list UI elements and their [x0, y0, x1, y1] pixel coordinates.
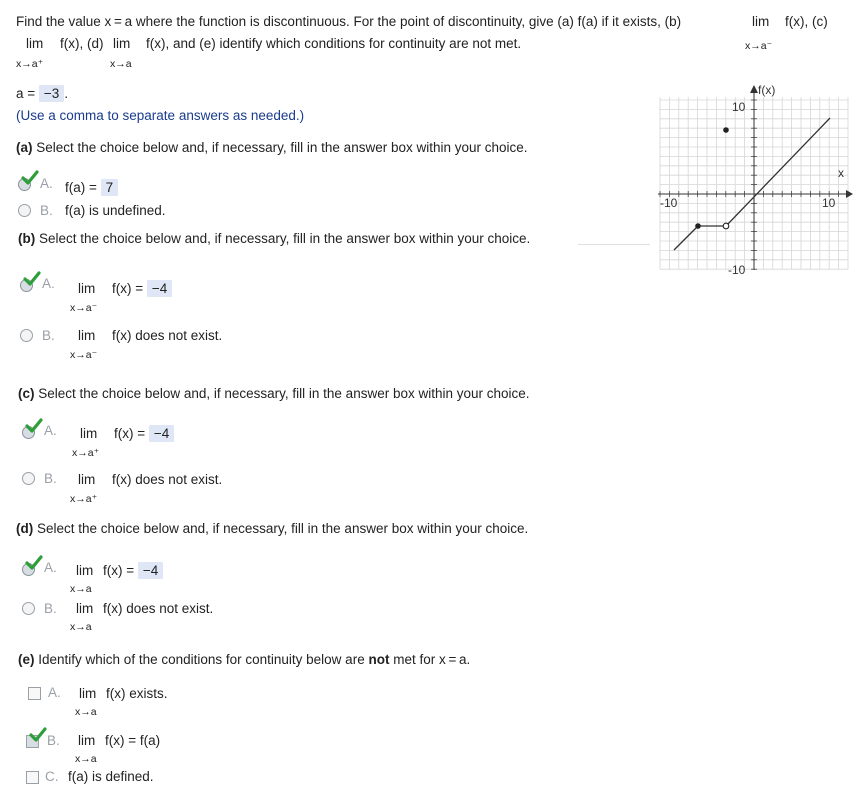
part-b-label: (b) [18, 231, 36, 246]
divider [578, 244, 650, 245]
part-e-prompt-start: Identify which of the conditions for continuity below are [38, 652, 365, 667]
part-d-option-b-text: f(x) does not exist. [103, 601, 214, 616]
part-c-option-a-text: f(x) = [114, 426, 146, 441]
check-icon [25, 418, 43, 434]
check-icon [29, 727, 47, 743]
part-b-option-b-lim: lim [78, 328, 96, 343]
part-d-option-b-sub: x→a [70, 621, 92, 633]
part-e-prompt-end: met for x = a. [393, 652, 471, 667]
graph-segment-right [726, 118, 830, 226]
graph-segment-left [674, 226, 698, 250]
part-e-option-a-lim: lim [79, 686, 97, 701]
a-value-period: . [64, 86, 69, 101]
isolated-point [723, 127, 729, 133]
part-b-option-a [112, 281, 172, 296]
instructions-lim-c: lim [26, 36, 44, 51]
part-c-option-b-letter: B. [44, 471, 57, 486]
part-b-option-b-radio[interactable] [20, 329, 33, 342]
part-b-option-b-sub: x→a⁻ [70, 349, 98, 361]
part-d-option-a-text: f(x) = [103, 563, 135, 578]
instructions-lim-b: lim [752, 14, 770, 29]
part-a-option-a-text: f(a) = [65, 180, 97, 195]
part-b-option-b-letter: B. [42, 328, 55, 343]
part-d-option-b-letter: B. [44, 601, 57, 616]
part-e-option-a-letter: A. [48, 685, 61, 700]
part-d-option-a-answer[interactable]: −4 [138, 562, 163, 579]
check-icon [23, 271, 41, 287]
part-a-option-b-radio[interactable] [18, 204, 31, 217]
y-axis-label: f(x) [758, 83, 776, 97]
open-point [723, 223, 729, 229]
x-axis-label: x [838, 166, 844, 180]
part-c-option-a-answer[interactable]: −4 [149, 425, 174, 442]
a-value-row [16, 86, 68, 101]
y-tick-neg-label: -10 [728, 263, 746, 277]
instructions-part-e: f(x), and (e) identify which conditions for continuity are not met. [146, 36, 522, 51]
part-c-prompt-text: Select the choice below and, if necessary, fill in the answer box within your choice. [38, 386, 530, 401]
part-e-option-b-lim: lim [78, 733, 96, 748]
part-c-option-b-sub: x→a⁺ [70, 493, 98, 505]
part-d-prompt [16, 521, 528, 536]
part-e-option-c-text: f(a) is defined. [68, 769, 154, 784]
y-axis-arrow-icon [750, 85, 758, 93]
part-e-prompt-not: not [368, 652, 390, 667]
check-icon [21, 170, 39, 186]
part-c-option-a-sub: x→a⁺ [72, 447, 100, 459]
part-b-option-a-answer[interactable]: −4 [147, 280, 172, 297]
part-e-option-b-sub: x→a [75, 753, 97, 765]
part-d-option-a-letter: A. [44, 560, 57, 575]
part-b-option-a-letter: A. [42, 276, 55, 291]
part-d-prompt-text: Select the choice below and, if necessary, fill in the answer box within your choice. [37, 521, 529, 536]
part-e-option-a-checkbox[interactable] [28, 687, 41, 700]
part-b-option-a-lim: lim [78, 281, 96, 296]
part-a-option-b-text: f(a) is undefined. [65, 203, 166, 218]
instructions-line1: Find the value x = a where the function is discontinuous. For the point of discontinuity, give (a) f(a) if it exists, (b) [16, 14, 682, 29]
part-b-prompt [18, 231, 530, 246]
part-b-option-b-text: f(x) does not exist. [112, 328, 223, 343]
part-d-label: (d) [16, 521, 34, 536]
x-tick-neg-label: -10 [660, 196, 678, 210]
instructions-lim-b-sub: x→a⁻ [745, 40, 773, 52]
part-a-option-a-letter: A. [40, 176, 53, 191]
part-e-option-b-text: f(x) = f(a) [105, 733, 161, 748]
part-e-option-b-letter: B. [47, 733, 60, 748]
a-value-hint: (Use a comma to separate answers as needed.) [16, 108, 305, 123]
instructions-part-c-d: f(x), (d) [60, 36, 104, 51]
x-axis-arrow-icon [846, 190, 853, 198]
part-e-option-a-sub: x→a [75, 706, 97, 718]
part-d-option-a-lim: lim [76, 563, 94, 578]
part-a-option-a-answer[interactable]: 7 [101, 179, 119, 196]
part-c-option-a [114, 426, 174, 441]
part-a-option-b-letter: B. [40, 203, 53, 218]
part-b-option-a-sub: x→a⁻ [70, 302, 98, 314]
part-b-prompt-text: Select the choice below and, if necessary, fill in the answer box within your choice. [39, 231, 531, 246]
part-e-option-c-checkbox[interactable] [26, 771, 39, 784]
a-value-answer[interactable]: −3 [39, 85, 64, 102]
part-e-label: (e) [18, 652, 35, 667]
x-tick-pos-label: 10 [822, 196, 836, 210]
check-icon [25, 555, 43, 571]
part-a-prompt-text: Select the choice below and, if necessary, fill in the answer box within your choice. [36, 140, 528, 155]
part-c-option-b-lim: lim [78, 472, 96, 487]
part-a-prompt [16, 140, 528, 155]
part-c-option-b-radio[interactable] [22, 472, 35, 485]
part-d-option-b-lim: lim [76, 601, 94, 616]
part-c-label: (c) [18, 386, 35, 401]
part-e-prompt [18, 652, 470, 667]
instructions-lim-d-sub: x→a [110, 58, 132, 70]
part-c-option-a-letter: A. [44, 423, 57, 438]
instructions-lim-d: lim [113, 36, 131, 51]
part-b-option-a-text: f(x) = [112, 281, 144, 296]
closed-point [695, 223, 701, 229]
function-graph [648, 80, 858, 280]
part-a-label: (a) [16, 140, 33, 155]
part-e-option-a-text: f(x) exists. [106, 686, 168, 701]
instructions-lim-c-sub: x→a⁺ [16, 58, 44, 70]
part-c-prompt [18, 386, 530, 401]
part-c-option-b-text: f(x) does not exist. [112, 472, 223, 487]
a-value-label: a = [16, 86, 36, 101]
part-d-option-a [103, 563, 163, 578]
part-d-option-a-sub: x→a [70, 583, 92, 595]
part-c-option-a-lim: lim [80, 426, 98, 441]
part-a-option-a [65, 180, 118, 195]
instructions-lim-b-expr: f(x), (c) [785, 14, 828, 29]
y-tick-pos-label: 10 [732, 100, 746, 114]
part-d-option-b-radio[interactable] [22, 602, 35, 615]
part-e-option-c-letter: C. [45, 769, 59, 784]
